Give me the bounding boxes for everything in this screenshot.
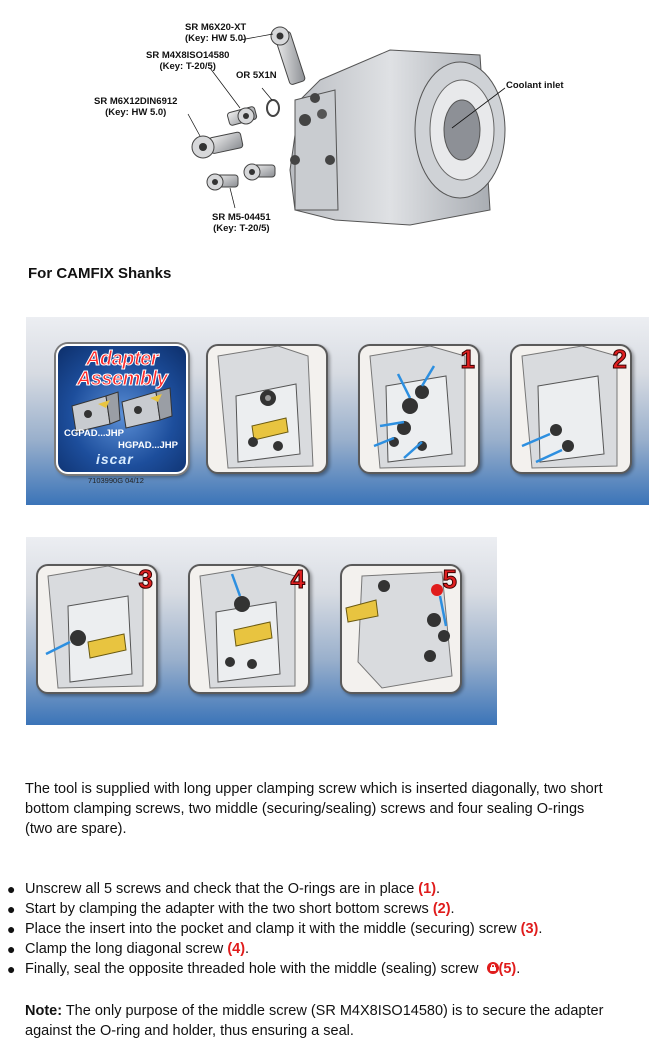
callout-middle-screw bbox=[146, 50, 229, 72]
period: . bbox=[245, 941, 250, 957]
list-item bbox=[7, 939, 647, 959]
callout-o-ring bbox=[236, 70, 277, 81]
catalog-number: 7103990G 04/12 bbox=[88, 476, 144, 485]
step-number-4: 4 bbox=[290, 564, 305, 594]
step-image-1 bbox=[358, 344, 480, 474]
bullet-icon: ● bbox=[7, 961, 16, 977]
iscar-logo: iscar bbox=[96, 451, 134, 467]
holder-drawing bbox=[90, 10, 610, 245]
step-ref: (1) bbox=[418, 881, 437, 897]
step-number-1: 1 bbox=[460, 344, 475, 374]
exploded-diagram bbox=[90, 10, 610, 245]
list-item-text: Place the insert into the pocket and clamp it with the middle (securing) screw bbox=[25, 921, 521, 937]
step-ref: (2) bbox=[432, 901, 451, 917]
step-image-3 bbox=[36, 564, 158, 694]
step-ref: (5) bbox=[498, 961, 517, 977]
period: . bbox=[516, 961, 521, 977]
step-image-4 bbox=[188, 564, 310, 694]
period: . bbox=[450, 901, 455, 917]
list-item bbox=[7, 879, 647, 899]
instruction-list bbox=[7, 879, 647, 979]
list-item-text: Unscrew all 5 screws and check that the O-rings are in place bbox=[25, 881, 419, 897]
note-paragraph bbox=[25, 1001, 645, 1041]
adapter-title-line2: Assembly bbox=[76, 368, 168, 390]
bullet-icon: ● bbox=[7, 941, 16, 957]
adapter-assembly-card bbox=[56, 344, 188, 474]
callout-bottom-screw bbox=[212, 212, 271, 234]
list-item bbox=[7, 919, 647, 939]
callout-key: (Key: T-20/5) bbox=[159, 61, 216, 72]
period: . bbox=[538, 921, 543, 937]
step-ref: (3) bbox=[520, 921, 539, 937]
step-image-2 bbox=[510, 344, 632, 474]
list-item bbox=[7, 899, 647, 919]
note-label: Note: bbox=[25, 1003, 63, 1019]
step-number-2: 2 bbox=[612, 344, 627, 374]
adapter-title-line1: Adapter bbox=[85, 348, 159, 370]
callout-coolant-inlet bbox=[506, 80, 564, 91]
intro-spare-text: (two are spare). bbox=[25, 821, 127, 837]
step-number-5: 5 bbox=[442, 564, 457, 594]
callout-label: SR M6X12DIN6912 bbox=[94, 96, 178, 107]
step-image-start bbox=[206, 344, 328, 474]
step-ref: (4) bbox=[227, 941, 246, 957]
callout-m6x12-screw bbox=[94, 96, 177, 118]
bullet-icon: ● bbox=[7, 921, 16, 937]
callout-key: (Key: T-20/5) bbox=[213, 223, 270, 234]
intro-text: The tool is supplied with long upper clamping screw which is inserted diagonally, two short bottom clamping screws, two middle (securing/sealing) screws and four sealing O-rings bbox=[25, 781, 603, 817]
list-item bbox=[7, 959, 647, 979]
step-image-5 bbox=[340, 564, 462, 694]
period: . bbox=[436, 881, 441, 897]
adapter-label-hgpad: HGPAD...JHP bbox=[118, 440, 179, 451]
adapter-label-cgpad: CGPAD...JHP bbox=[64, 428, 125, 439]
callout-label: SR M4X8ISO14580 bbox=[146, 50, 230, 61]
callout-label: SR M5-04451 bbox=[212, 212, 271, 223]
lock-icon bbox=[487, 962, 499, 974]
step-number-3: 3 bbox=[138, 564, 153, 594]
list-item-text: Finally, seal the opposite threaded hole with the middle (sealing) screw bbox=[25, 961, 483, 977]
callout-label: SR M6X20-XT bbox=[185, 22, 247, 33]
list-item-text: Clamp the long diagonal screw bbox=[25, 941, 228, 957]
section-title: For CAMFIX Shanks bbox=[28, 265, 172, 282]
callout-key: (Key: HW 5.0) bbox=[185, 33, 247, 44]
note-text: The only purpose of the middle screw (SR M4X8ISO14580) is to secure the adapter against the O-ring and holder, thus ensuring a seal. bbox=[25, 1003, 604, 1039]
callout-key: (Key: HW 5.0) bbox=[105, 107, 167, 118]
callout-long-screw bbox=[185, 22, 246, 44]
bullet-icon: ● bbox=[7, 901, 16, 917]
callout-label: OR 5X1N bbox=[236, 70, 277, 81]
callout-label: Coolant inlet bbox=[506, 80, 564, 91]
bullet-icon: ● bbox=[7, 881, 16, 897]
list-item-text: Start by clamping the adapter with the two short bottom screws bbox=[25, 901, 433, 917]
intro-paragraph bbox=[25, 779, 625, 839]
holder-illustration bbox=[208, 346, 326, 472]
